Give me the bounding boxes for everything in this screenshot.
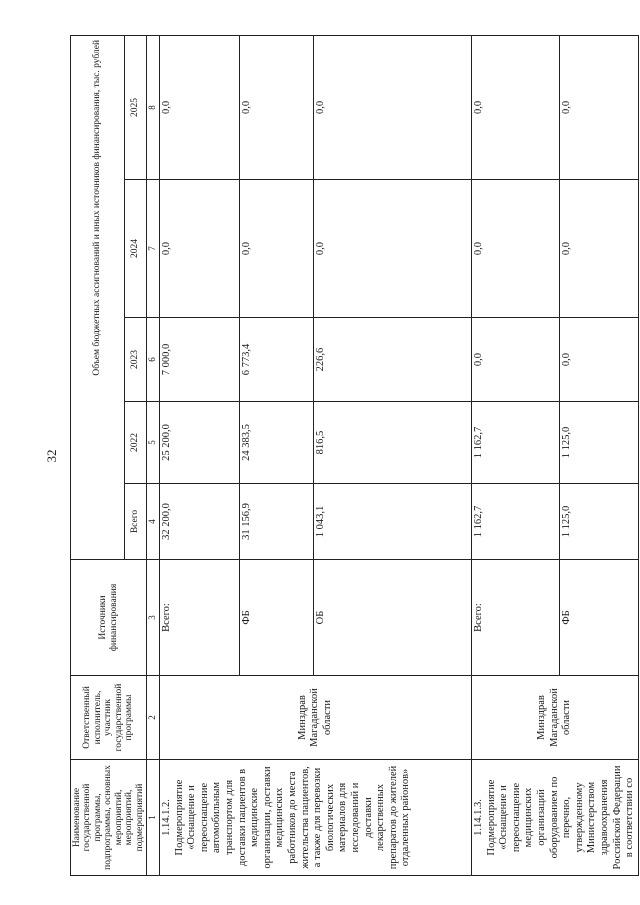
value-cell: 226,6 xyxy=(314,318,472,402)
source-cell: ФБ xyxy=(240,560,314,676)
header-year: 2023 xyxy=(124,318,146,402)
source-cell: ФБ xyxy=(559,560,638,676)
table-row xyxy=(160,35,240,875)
column-number: 2 xyxy=(147,676,160,760)
value-cell: 1 162,7 xyxy=(472,484,560,560)
value-cell: 0,0 xyxy=(160,35,240,179)
value-cell: 31 156,9 xyxy=(240,484,314,560)
value-cell: 0,0 xyxy=(472,35,560,179)
value-cell: 6 773,4 xyxy=(240,318,314,402)
value-cell: 816,5 xyxy=(314,402,472,484)
value-cell: 0,0 xyxy=(240,35,314,179)
column-number: 3 xyxy=(147,560,160,676)
header-year: Всего xyxy=(124,484,146,560)
value-cell: 32 200,0 xyxy=(160,484,240,560)
value-cell: 7 000,0 xyxy=(160,318,240,402)
column-number: 7 xyxy=(147,180,160,318)
value-cell: 25 200,0 xyxy=(160,402,240,484)
value-cell: 1 125,0 xyxy=(559,484,638,560)
value-cell: 0,0 xyxy=(240,180,314,318)
value-cell: 0,0 xyxy=(559,180,638,318)
table-row xyxy=(472,35,560,875)
value-cell: 0,0 xyxy=(314,35,472,179)
value-cell: 0,0 xyxy=(160,180,240,318)
financing-table xyxy=(70,35,639,876)
column-number: 6 xyxy=(147,318,160,402)
executor-cell: Минздрав Магаданской области xyxy=(472,676,639,760)
column-number: 5 xyxy=(147,402,160,484)
column-number: 1 xyxy=(147,760,160,876)
measure-name-cell: 1.14.1.3. Подмероприятие «Оснащение и переоснащение медицинских организаций оборудованием по перечню, утвержденному Министерством здравоохранения Российской Федерации в соответствии со xyxy=(472,760,639,876)
column-number: 8 xyxy=(147,35,160,179)
value-cell: 24 383,5 xyxy=(240,402,314,484)
value-cell: 0,0 xyxy=(314,180,472,318)
source-cell: Всего: xyxy=(160,560,240,676)
header-year: 2024 xyxy=(124,180,146,318)
header-funding: Объем бюджетных ассигнований и иных источников финансирования, тыс. рублей xyxy=(71,35,125,559)
header-executor: Ответственный исполнитель, участник государственной программы xyxy=(71,676,147,760)
value-cell: 0,0 xyxy=(472,180,560,318)
value-cell: 0,0 xyxy=(559,35,638,179)
header-year: 2022 xyxy=(124,402,146,484)
value-cell: 1 043,1 xyxy=(314,484,472,560)
value-cell: 1 162,7 xyxy=(472,402,560,484)
header-sources: Источники финансирования xyxy=(71,560,147,676)
source-cell: Всего: xyxy=(472,560,560,676)
value-cell: 0,0 xyxy=(559,318,638,402)
column-number: 4 xyxy=(147,484,160,560)
header-year: 2025 xyxy=(124,35,146,179)
measure-name-cell: 1.14.1.2. Подмероприятие «Оснащение и переоснащение автомобильным транспортом для доставки пациентов в медицинские организации, доставки медицинских работников до места жительства пациентов, а также для перевозки биологических материалов для исследований и доставки лекарственных препаратов до жителей отдаленных районов» xyxy=(160,760,472,876)
header-name: Наименование государственной программы, подпрограммы, основных мероприятий, мероприятий, подмероприятий xyxy=(71,760,147,876)
value-cell: 0,0 xyxy=(472,318,560,402)
source-cell: ОБ xyxy=(314,560,472,676)
page-number: 32 xyxy=(44,449,59,463)
executor-cell: Минздрав Магаданской области xyxy=(160,676,472,760)
table-container xyxy=(70,36,636,876)
value-cell: 1 125,0 xyxy=(559,402,638,484)
